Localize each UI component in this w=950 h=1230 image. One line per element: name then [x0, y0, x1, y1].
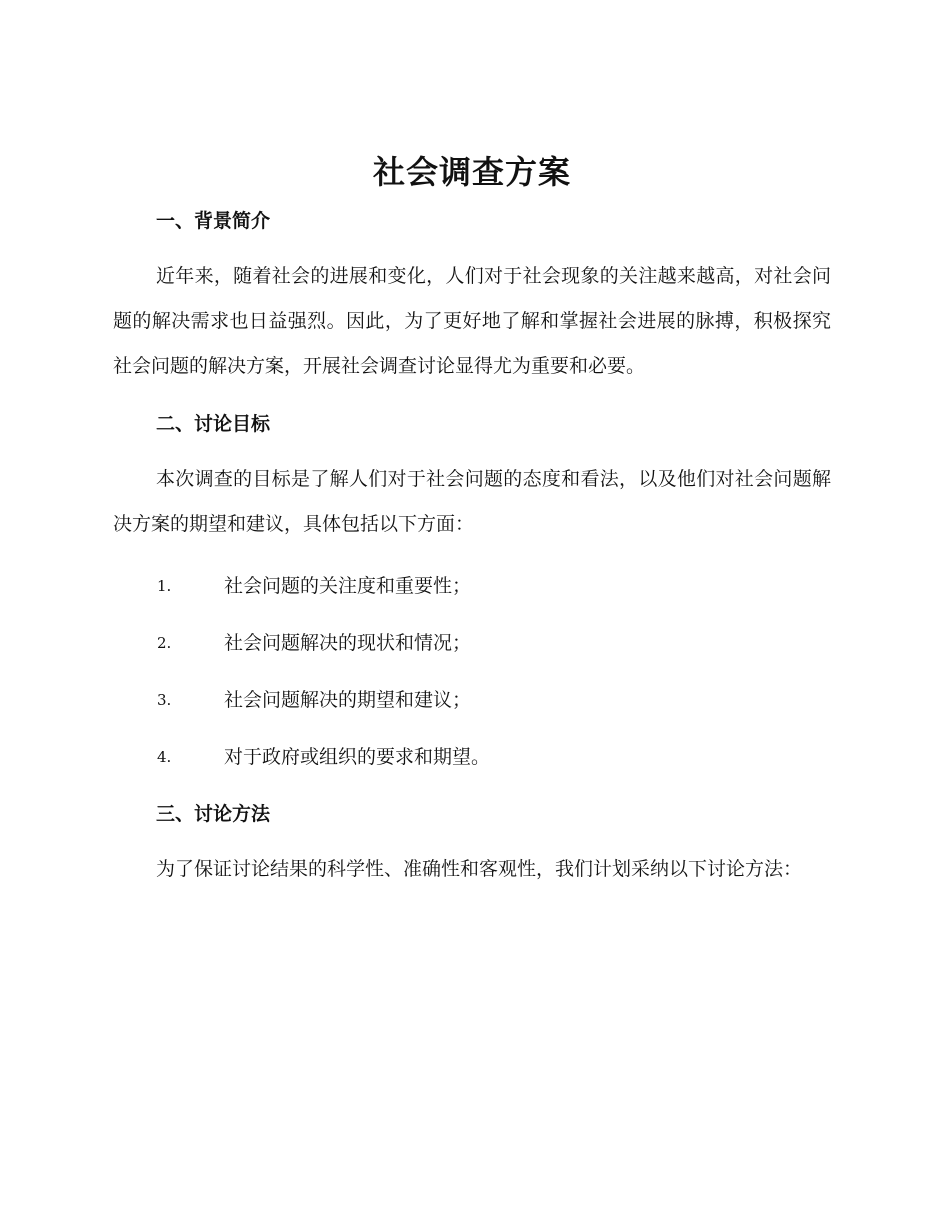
section-paragraph-methods: 为了保证讨论结果的科学性、准确性和客观性，我们计划采纳以下讨论方法：	[156, 858, 803, 880]
list-item	[113, 685, 831, 742]
list-item-number: 3.	[157, 691, 172, 709]
section-heading-background: 一、背景简介	[156, 210, 271, 232]
list-item-number: 4.	[157, 748, 172, 766]
list-item-text: 对于政府或组织的要求和期望。	[224, 746, 491, 768]
list-item-number: 2.	[157, 634, 172, 652]
list-item-text: 社会问题解决的现状和情况；	[224, 632, 472, 654]
goals-list	[113, 571, 831, 799]
list-item	[113, 628, 831, 685]
list-item-number: 1.	[157, 577, 172, 595]
document-body	[113, 148, 831, 892]
section-heading-methods: 三、讨论方法	[156, 803, 271, 825]
list-item-text: 社会问题解决的期望和建议；	[224, 689, 472, 711]
document-title: 社会调查方案	[372, 153, 571, 191]
section-paragraph-background: 近年来，随着社会的进展和变化，人们对于社会现象的关注越来越高，对社会问题的解决需求也日益强烈。因此，为了更好地了解和掌握社会进展的脉搏，积极探究社会问题的解决方案，开展社会调查讨论显得尤为重要和必要。	[113, 265, 831, 377]
section-paragraph-goals: 本次调查的目标是了解人们对于社会问题的态度和看法，以及他们对社会问题解决方案的期望和建议，具体包括以下方面：	[113, 468, 831, 535]
list-item	[113, 742, 831, 799]
list-item	[113, 571, 831, 628]
list-item-text: 社会问题的关注度和重要性；	[224, 575, 472, 597]
section-heading-goals: 二、讨论目标	[156, 413, 271, 435]
